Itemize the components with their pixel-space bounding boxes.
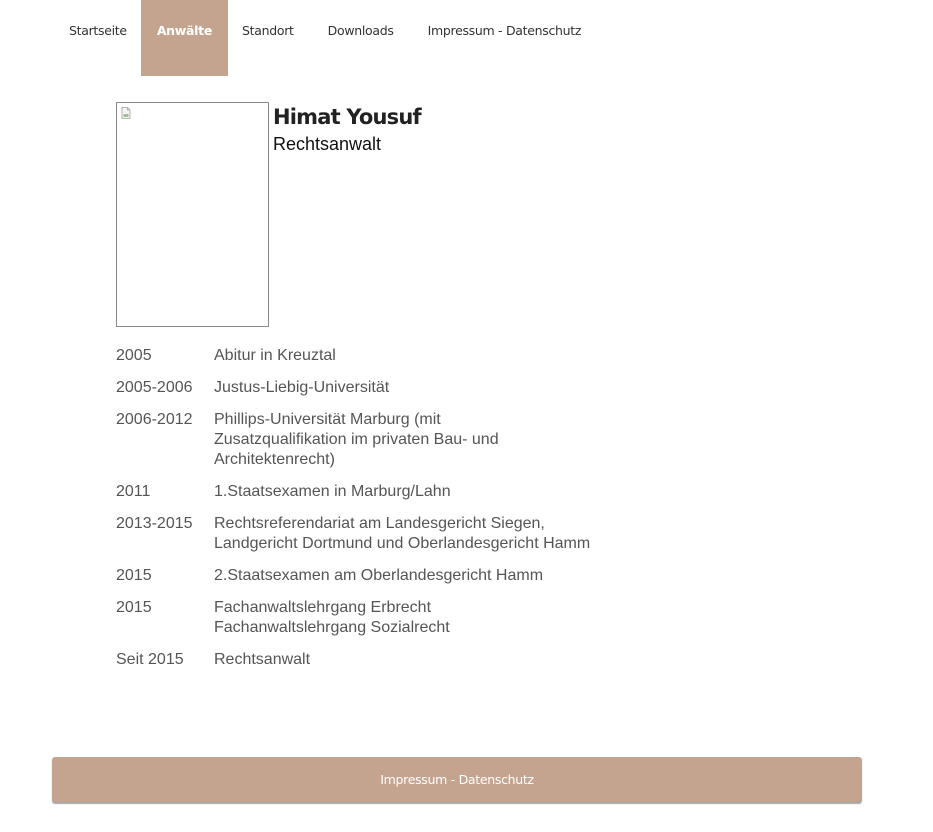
cv-row bbox=[116, 514, 636, 554]
cv-row bbox=[116, 598, 636, 638]
cv-year: 2005-2006 bbox=[116, 379, 193, 396]
cv-text: 1.Staatsexamen in Marburg/Lahn bbox=[214, 483, 451, 500]
nav-item-anwaelte[interactable]: Anwälte bbox=[141, 0, 228, 76]
nav-item-downloads[interactable]: Downloads bbox=[327, 23, 394, 38]
cv-row bbox=[116, 410, 636, 470]
cv-text: Fachanwaltslehrgang Erbrecht Fachanwaltslehrgang Sozialrecht bbox=[214, 599, 450, 636]
cv-text: Abitur in Kreuztal bbox=[214, 347, 336, 364]
cv-row bbox=[116, 566, 636, 586]
lawyer-photo bbox=[116, 102, 269, 327]
cv-year: 2015 bbox=[116, 599, 152, 616]
main-navigation bbox=[55, 0, 595, 76]
cv-row bbox=[116, 650, 636, 670]
cv-year: 2015 bbox=[116, 567, 152, 584]
footer-bar bbox=[52, 757, 862, 802]
cv-text: Justus-Liebig-Universität bbox=[214, 379, 390, 396]
broken-image-icon bbox=[121, 107, 131, 119]
cv-year: 2005 bbox=[116, 347, 152, 364]
nav-item-startseite[interactable]: Startseite bbox=[69, 23, 127, 38]
cv-text: 2.Staatsexamen am Oberlandesgericht Hamm bbox=[214, 567, 544, 584]
lawyer-role: Rechtsanwalt bbox=[273, 134, 382, 154]
nav-item-standort[interactable]: Standort bbox=[242, 23, 294, 38]
cv-row bbox=[116, 346, 636, 366]
cv-year: Seit 2015 bbox=[116, 651, 184, 668]
lawyer-name: Himat Yousuf bbox=[273, 105, 421, 129]
cv-year: 2013-2015 bbox=[116, 515, 193, 532]
nav-item-impressum-datenschutz[interactable]: Impressum - Datenschutz bbox=[427, 23, 582, 38]
cv-timeline bbox=[116, 346, 636, 682]
cv-text: Rechtsanwalt bbox=[214, 651, 311, 668]
cv-year: 2011 bbox=[116, 483, 151, 500]
cv-row bbox=[116, 482, 636, 502]
cv-row bbox=[116, 378, 636, 398]
cv-text: Phillips-Universität Marburg (mit Zusatzqualifikation im privaten Bau- und Architektenrecht) bbox=[214, 411, 499, 468]
cv-text: Rechtsreferendariat am Landesgericht Siegen, Landgericht Dortmund und Oberlandesgericht Hamm bbox=[214, 515, 591, 552]
footer-impressum-link[interactable]: Impressum - Datenschutz bbox=[380, 772, 534, 787]
cv-year: 2006-2012 bbox=[116, 411, 193, 428]
